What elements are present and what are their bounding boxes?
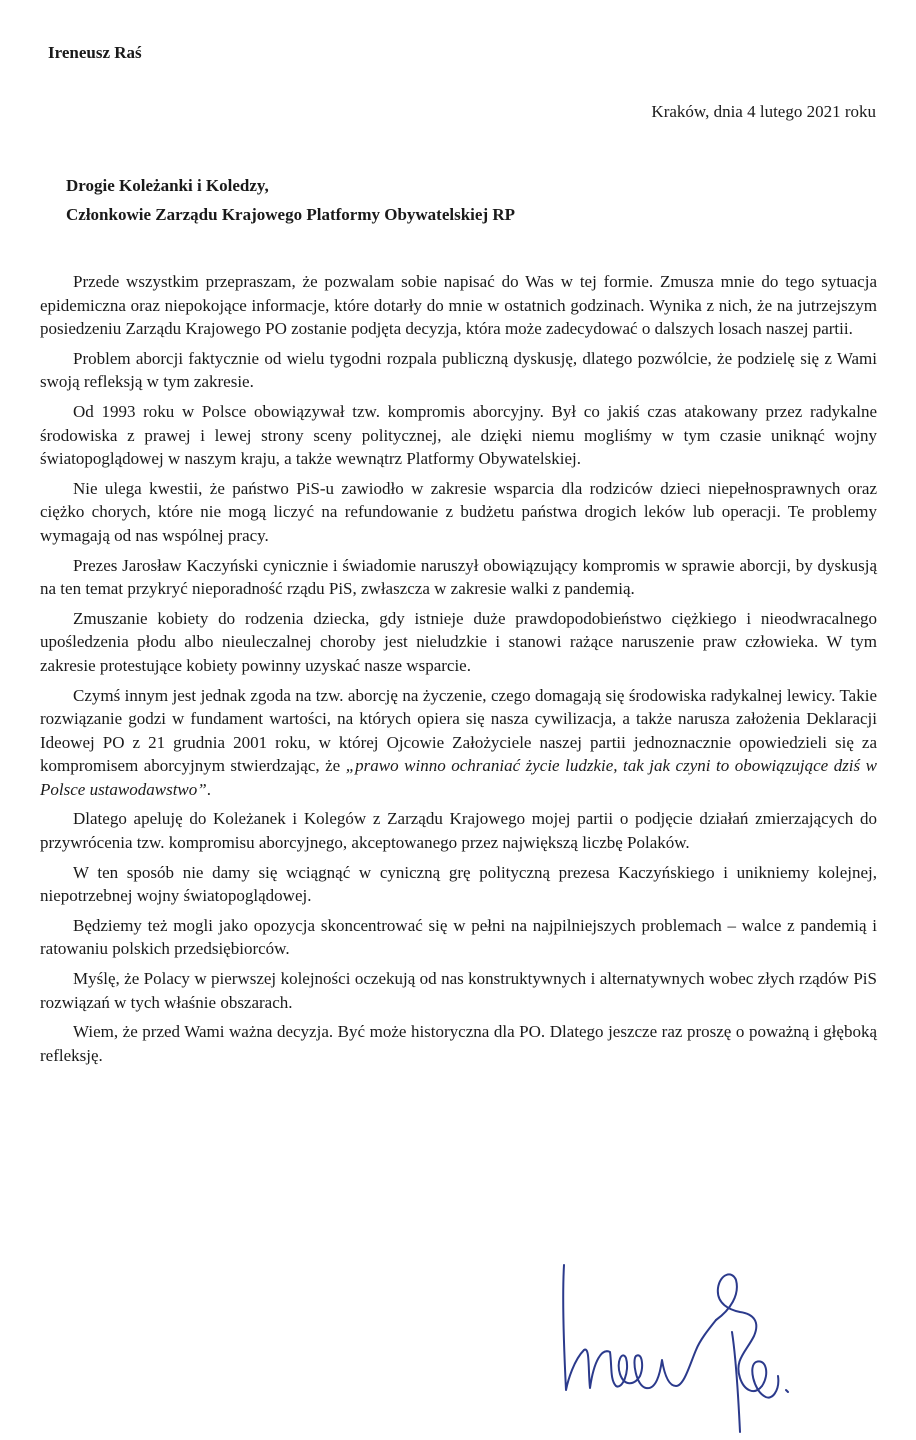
paragraph: Myślę, że Polacy w pierwszej kolejności oczekują od nas konstruktywnych i alternatywnych wobec złych rządów PiS rozwiązań w tych właśnie obszarach. (40, 969, 877, 1012)
author-name: Ireneusz Raś (48, 43, 142, 62)
signature-stroke (786, 1390, 788, 1392)
signature-stroke (563, 1265, 716, 1390)
paragraph: Od 1993 roku w Polsce obowiązywał tzw. kompromis aborcyjny. Był co jakiś czas atakowany przez radykalne środowiska z prawej i lewej strony sceny politycznej, ale dzięki niemu mogliśmy w tym czasie uniknąć wojny światopoglądowej w naszym kraju, a także wewnątrz Platformy Obywatelskiej. (40, 401, 877, 469)
quote-intro: Czymś innym jest jednak zgoda na tzw. aborcję na życzenie, czego domagają się środowiska radykalnej lewicy. Takie rozwiązanie godzi w fundament wartości, na których opiera się nasza cywilizacja, a także narusza założenia Deklaracji Ideowej PO z 21 grudnia 2001 roku, w której Ojcowie Założyciele naszej partii jednoznacznie opowiedzieli się za kompromisem aborcyjnym stwierdzając, że (40, 685, 877, 776)
quote-paragraph (40, 684, 877, 802)
salutation-line-1: Drogie Koleżanki i Koledzy, (66, 176, 269, 195)
paragraph: Problem aborcji faktycznie od wielu tygodni rozpala publiczną dyskusję, dlatego pozwólcie, że podzielę się z Wami swoją refleksją w tym zakresie. (40, 348, 877, 392)
letter-body (40, 270, 877, 1073)
salutation-line-2: Członkowie Zarządu Krajowego Platformy Obywatelskiej RP (66, 205, 516, 224)
place-date: Kraków, dnia 4 lutego 2021 roku (651, 102, 876, 121)
signature-stroke (716, 1274, 778, 1397)
declaration-quote: „prawo winno ochraniać życie ludzkie, tak jak czyni to obowiązujące dziś w Polsce ustawodawstwo” (40, 756, 877, 799)
paragraph: Wiem, że przed Wami ważna decyzja. Być może historyczna dla PO. Dlatego jeszcze raz proszę o poważną i głęboką refleksję. (40, 1022, 877, 1065)
paragraph: Będziemy też mogli jako opozycja skoncentrować się w pełni na najpilniejszych problemach – walce z pandemią i ratowaniu polskich przedsiębiorców. (40, 915, 877, 959)
signature-strokes (563, 1265, 788, 1432)
signature (540, 1240, 840, 1440)
paragraph: Nie ulega kwestii, że państwo PiS-u zawiodło w zakresie wsparcia dla rodziców dzieci niepełnosprawnych oraz ciężko chorych, które nie mogą liczyć na refundowanie z budżetu państwa drogich leków lub operacji. Te problemy wymagają od nas wspólnej pracy. (40, 478, 877, 545)
paragraph: W ten sposób nie damy się wciągnąć w cyniczną grę polityczną prezesa Kaczyńskiego i unikniemy kolejnej, niepotrzebnej wojny światopoglądowej. (40, 862, 877, 906)
paragraph: Przede wszystkim przepraszam, że pozwalam sobie napisać do Was w tej formie. Zmusza mnie do tego sytuacja epidemiczna oraz niepokojące informacje, które dotarły do mnie w ostatnich godzinach. Wynika z nich, że na jutrzejszym posiedzeniu Zarządu Krajowego PO zostanie podjęta decyzja, która może zadecydować o dalszych losach naszej partii. (40, 272, 877, 339)
paragraph: Dlatego apeluję do Koleżanek i Kolegów z Zarządu Krajowego mojej partii o podjęcie działań zmierzających do przywrócenia tzw. kompromisu aborcyjnego, akceptowanego przez największą liczbę Polaków. (40, 809, 877, 853)
paragraph: Zmuszanie kobiety do rodzenia dziecka, gdy istnieje duże prawdopodobieństwo ciężkiego i nieodwracalnego upośledzenia płodu albo nieuleczalnej choroby jest nieludzkie i stanowi rażące naruszenie praw człowieka. W tym zakresie protestujące kobiety powinny uzyskać nasze wsparcie. (40, 608, 877, 675)
signature-stroke (732, 1332, 740, 1432)
quote-end: . (206, 779, 211, 799)
salutation (66, 171, 515, 229)
paragraph: Prezes Jarosław Kaczyński cynicznie i świadomie naruszył obowiązujący kompromis w sprawie aborcji, by dyskusją na ten temat przykryć nieporadność rządu PiS, zwłaszcza w zakresie walki z pandemią. (40, 555, 877, 599)
